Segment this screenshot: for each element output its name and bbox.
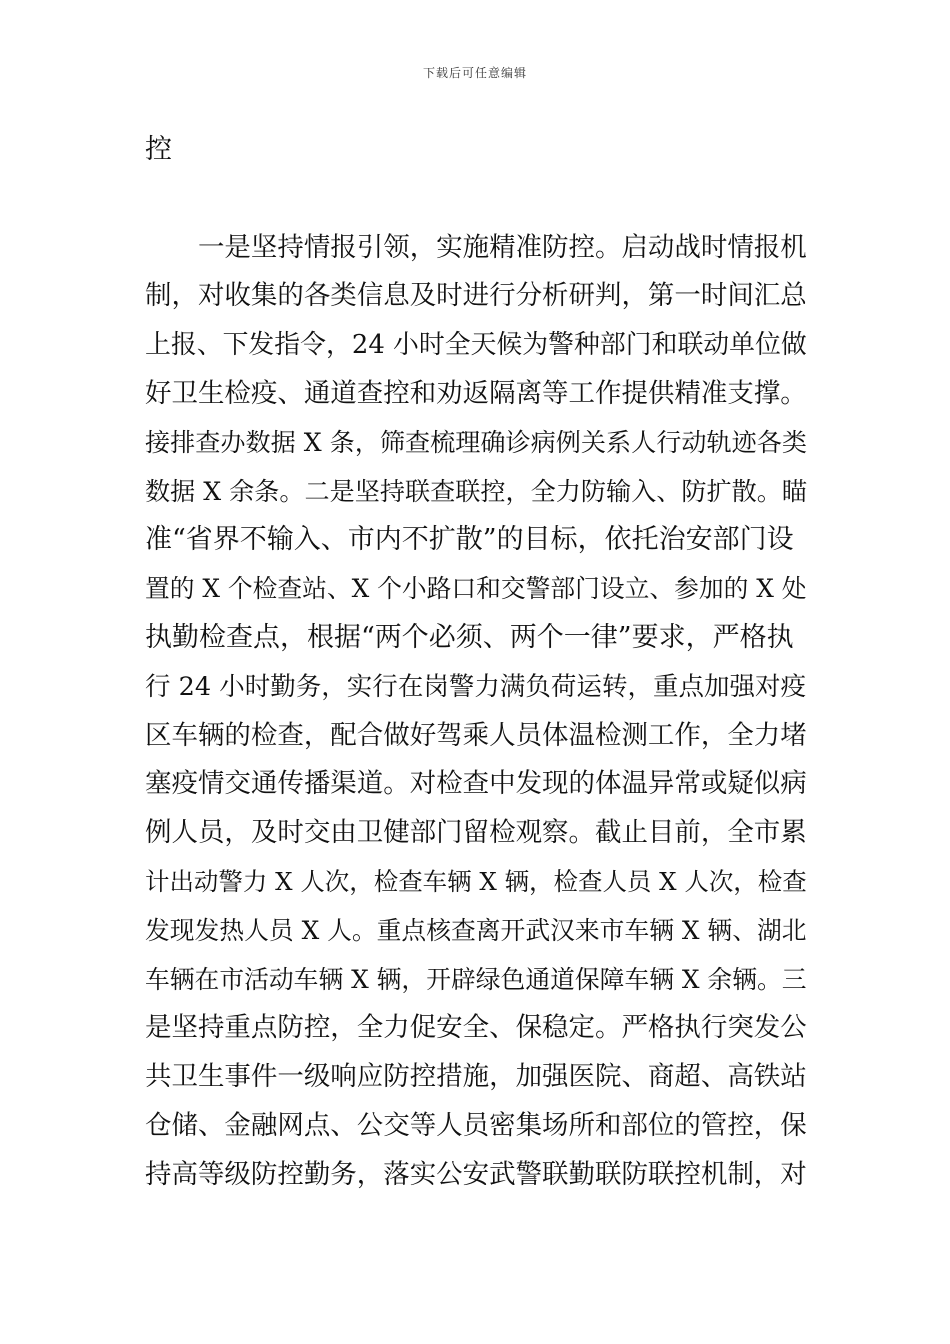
text-line: 车辆在市活动车辆 X 辆，开辟绿色通道保障车辆 X 余辆。三 (145, 964, 807, 994)
text-line: 一是坚持情报引领，实施精准防控。启动战时情报机 (145, 231, 807, 263)
text-line: 例人员，及时交由卫健部门留检观察。截止目前，全市累 (145, 817, 807, 849)
text-line: 是坚持重点防控，全力促安全、保稳定。严格执行突发公 (145, 1012, 807, 1044)
text-line: 计出动警力 X 人次，检查车辆 X 辆，检查人员 X 人次，检查 (145, 866, 807, 896)
text-line: 上报、下发指令，24 小时全天候为警种部门和联动单位做 (145, 330, 807, 361)
text-line: 共卫生事件一级响应防控措施，加强医院、商超、高铁站 (145, 1061, 807, 1093)
text-line: 区车辆的检查，配合做好驾乘人员体温检测工作，全力堵 (145, 719, 807, 751)
text-line: 发现发热人员 X 人。重点核查离开武汉来市车辆 X 辆、湖北 (145, 915, 807, 945)
text-line: 准“省界不输入、市内不扩散”的目标，依托治安部门设 (145, 524, 794, 556)
text-line: 行 24 小时勤务，实行在岗警力满负荷运转，重点加强对疫 (145, 671, 807, 702)
text-line: 控 (145, 134, 172, 165)
text-line: 数据 X 余条。二是坚持联查联控，全力防输入、防扩散。瞄 (145, 476, 807, 506)
text-line: 接排查办数据 X 条，筛查梳理确诊病例关系人行动轨迹各类 (145, 427, 807, 457)
blank-line (145, 175, 807, 224)
text-line: 置的 X 个检查站、X 个小路口和交警部门设立、参加的 X 处 (145, 574, 807, 604)
page-header: 下载后可任意编辑 (422, 66, 527, 80)
text-line: 仓储、金融网点、公交等人员密集场所和部位的管控，保 (145, 1109, 807, 1141)
document-body (145, 126, 807, 1200)
text-line: 好卫生检疫、通道查控和劝返隔离等工作提供精准支撑。 (145, 377, 807, 409)
text-line: 制，对收集的各类信息及时进行分析研判，第一时间汇总 (145, 280, 807, 312)
text-line: 执勤检查点，根据“两个必须、两个一律”要求，严格执 (145, 621, 794, 653)
text-line: 塞疫情交通传播渠道。对检查中发现的体温异常或疑似病 (145, 768, 807, 800)
text-line: 持高等级防控勤务，落实公安武警联勤联防联控机制，对 (145, 1158, 807, 1190)
